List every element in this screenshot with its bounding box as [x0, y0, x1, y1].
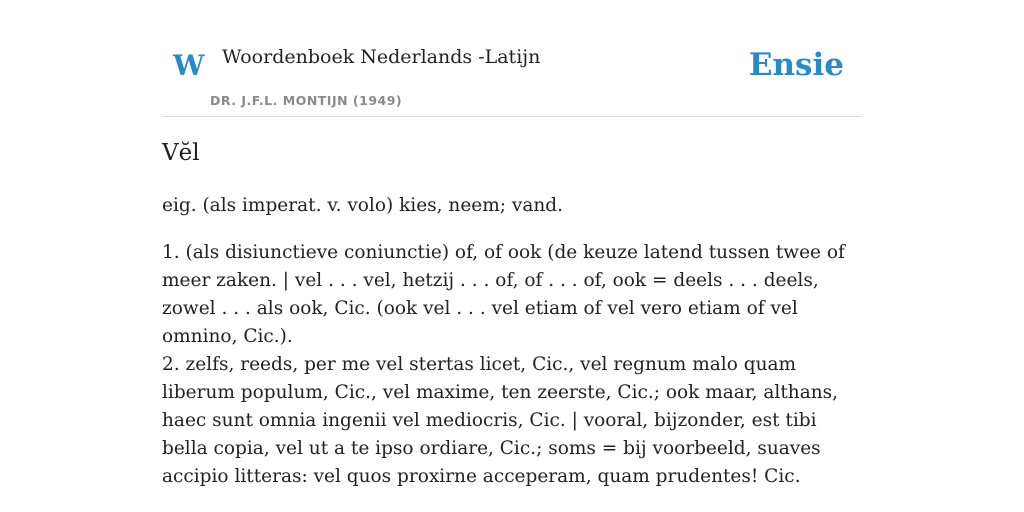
entry-definition [162, 192, 862, 491]
definition-sense-2: 2. zelfs, reeds, per me vel stertas licet, Cic., vel regnum malo quam liberum populum, Cic., vel maxime, ten zeerste, Cic.; ook maar, althans, haec sunt omnia ingenii vel mediocris, Cic. | vooral, bijzonder, est tibi bella copia, vel ut a te ipso ordiare, Cic.; soms = bij voorbeeld, suaves accipio litteras: vel quos proxirne acceperam, quam prudentes! Cic. [162, 354, 839, 487]
entry-card [162, 0, 862, 487]
dictionary-author: DR. J.F.L. MONTIJN (1949) [210, 93, 403, 108]
dictionary-header [162, 0, 862, 117]
dictionary-logo-icon[interactable]: W [173, 49, 205, 82]
dictionary-title[interactable]: Woordenboek Nederlands -Latijn [222, 46, 541, 68]
headword: Vĕl [162, 140, 200, 166]
ensie-brand-link[interactable]: Ensie [748, 47, 844, 83]
definition-intro: eig. (als imperat. v. volo) kies, neem; vand. [162, 195, 564, 216]
definition-sense-1: 1. (als disiunctieve coniunctie) of, of ook (de keuze latend tussen twee of meer zaken. | vel . . . vel, hetzij . . . of, of . . . of, ook = deels . . . deels, zowel . . . als ook, Cic. (ook vel . . . vel etiam of vel vero etiam of vel omnino, Cic.). [162, 242, 845, 347]
